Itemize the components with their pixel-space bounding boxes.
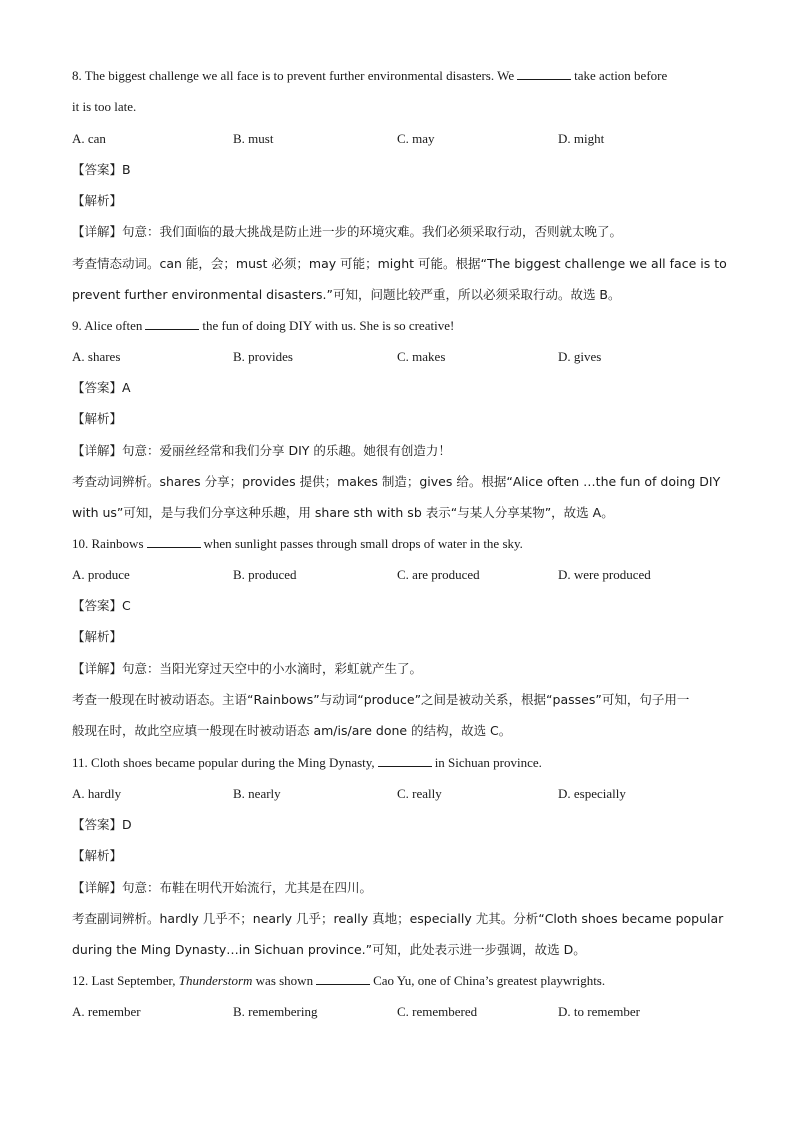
q8-analysis-label: 【解析】	[72, 193, 123, 208]
q11-option-d: D. especially	[558, 786, 626, 801]
q8-option-a: A. can	[72, 131, 106, 146]
q9-explain-2: with us”可知，是与我们分享这种乐趣，用 share sth with sb 表示“与某人分享某物”，故选 A。	[72, 505, 614, 520]
q8-option-b: B. must	[233, 131, 274, 146]
q9-detail: 【详解】句意：爱丽丝经常和我们分享 DIY 的乐趣。她很有创造力！	[72, 443, 451, 458]
q10-answer: 【答案】C	[72, 598, 131, 613]
q12-stem-text: 12. Last September,	[72, 973, 176, 988]
q10-option-b: B. produced	[233, 567, 297, 582]
q8-explain-2: prevent further environmental disasters.”可知，问题比较严重，所以必须采取行动。故选 B。	[72, 287, 621, 302]
q12-title-italic: Thunderstorm	[178, 973, 253, 988]
q9-option-a: A. shares	[72, 349, 121, 364]
q8-option-c: C. may	[397, 131, 435, 146]
q11-answer: 【答案】D	[72, 817, 132, 832]
q8-stem	[72, 66, 724, 86]
q9-stem	[72, 316, 724, 336]
q9-explain-1: 考查动词辨析。shares 分享；provides 提供；makes 制造；gives 给。根据“Alice often …the fun of doing DIY	[72, 474, 721, 489]
q8-blank	[517, 67, 571, 80]
q10-detail: 【详解】句意：当阳光穿过天空中的小水滴时，彩虹就产生了。	[72, 661, 423, 676]
q11-stem-text: 11. Cloth shoes became popular during the Ming Dynasty,	[72, 755, 375, 770]
q8-option-d: D. might	[558, 131, 605, 146]
q11-analysis-label: 【解析】	[72, 848, 123, 863]
q8-detail: 【详解】句意：我们面临的最大挑战是防止进一步的环境灾难。我们必须采取行动，否则就太晚了。	[72, 224, 623, 239]
q10-explain-1: 考查一般现在时被动语态。主语“Rainbows”与动词“produce”之间是被动关系，根据“passes”可知，句子用一	[72, 692, 690, 707]
q9-analysis-label: 【解析】	[72, 411, 123, 426]
q11-option-c: C. really	[397, 786, 442, 801]
q12-blank	[316, 972, 370, 985]
q8-answer: 【答案】B	[72, 162, 131, 177]
q10-analysis-label: 【解析】	[72, 629, 123, 644]
q9-option-c: C. makes	[397, 349, 446, 364]
q8-stem-cont: it is too late.	[72, 99, 137, 114]
q11-blank	[378, 754, 432, 767]
q11-detail: 【详解】句意：布鞋在明代开始流行，尤其是在四川。	[72, 880, 373, 895]
q8-explain-1: 考查情态动词。can 能，会；must 必须；may 可能；might 可能。根据“The biggest challenge we all face is to	[72, 256, 727, 271]
q11-explain-2: during the Ming Dynasty…in Sichuan province.”可知，此处表示进一步强调，故选 D。	[72, 942, 586, 957]
q12-option-a: A. remember	[72, 1004, 141, 1019]
q11-option-a: A. hardly	[72, 786, 122, 801]
q10-stem-text-2: when sunlight passes through small drops of water in the sky.	[203, 536, 523, 551]
q8-stem-text: 8. The biggest challenge we all face is to prevent further environmental disasters. We	[72, 68, 515, 83]
q10-stem-text: 10. Rainbows	[72, 536, 144, 551]
q8-stem-text-2: take action before	[574, 68, 668, 83]
q12-option-c: C. remembered	[397, 1004, 478, 1019]
q12-stem-text-3: Cao Yu, one of China’s greatest playwrights.	[373, 973, 606, 988]
q9-blank	[145, 317, 199, 330]
q10-option-c: C. are produced	[397, 567, 480, 582]
q10-blank	[147, 535, 201, 548]
q10-stem	[72, 534, 724, 554]
q11-stem	[72, 753, 724, 773]
q10-explain-2: 般现在时，故此空应填一般现在时被动语态 am/is/are done 的结构，故选 C。	[72, 723, 512, 738]
q12-option-b: B. remembering	[233, 1004, 318, 1019]
q11-explain-1: 考查副词辨析。hardly 几乎不；nearly 几乎；really 真地；especially 尤其。分析“Cloth shoes became popular	[72, 911, 724, 926]
q11-stem-text-2: in Sichuan province.	[434, 755, 542, 770]
q12-option-d: D. to remember	[558, 1004, 640, 1019]
q10-option-d: D. were produced	[558, 567, 651, 582]
q12-stem-text-2: was shown	[255, 973, 314, 988]
q9-answer: 【答案】A	[72, 380, 131, 395]
q9-option-d: D. gives	[558, 349, 602, 364]
q9-option-b: B. provides	[233, 349, 293, 364]
q9-stem-text-2: the fun of doing DIY with us. She is so creative!	[202, 318, 455, 333]
q10-option-a: A. produce	[72, 567, 130, 582]
q11-option-b: B. nearly	[233, 786, 281, 801]
q12-stem	[72, 971, 724, 991]
q9-stem-text: 9. Alice often	[72, 318, 143, 333]
